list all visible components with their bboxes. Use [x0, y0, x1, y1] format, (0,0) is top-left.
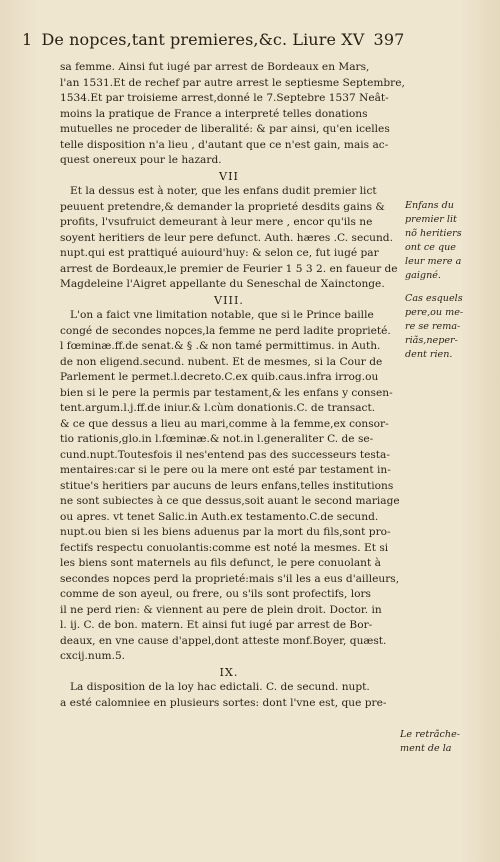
text-line: & ce que dessus a lieu au mari,comme à la femme,ex consor-: [60, 417, 389, 430]
text-line: Parlement le permet.l.decreto.C.ex quib.caus.infra irrog.ou: [60, 371, 379, 383]
text-line: stitue's heritiers par aucuns de leurs enfans,telles institutions: [60, 479, 394, 492]
margin-note-line: Enfans du: [405, 200, 454, 211]
section-heading-viii: VIII.: [214, 293, 244, 307]
margin-note-retranchement: [400, 728, 460, 756]
margin-note-line: premier lit: [405, 214, 457, 225]
margin-note-line: riãs,neper-: [405, 335, 458, 346]
margin-note-cas: [405, 292, 463, 362]
margin-note-line: nõ heritiers: [405, 228, 462, 239]
margin-note-line: re se rema-: [405, 321, 461, 332]
margin-note-line: Le retrãche-: [400, 729, 460, 740]
text-line: telle disposition n'a lieu , d'autant que ce n'est gain, mais ac-: [60, 138, 389, 151]
text-line: a esté calomniee en plusieurs sortes: dont l'vne est, que pre-: [60, 696, 387, 709]
section-heading-ix: IX.: [219, 665, 239, 679]
margin-note-line: gaigné.: [405, 270, 441, 281]
margin-note-line: Cas esquels: [405, 293, 463, 304]
text-line: nupt.ou bien si les biens aduenus par la mort du fils,sont pro-: [60, 526, 391, 538]
running-header: [22, 30, 474, 49]
text-line: Magdeleine l'Aigret appellante du Seneschal de Xainctonge.: [60, 278, 385, 290]
text-line: sa femme. Ainsi fut iugé par arrest de Bordeaux en Mars,: [60, 61, 370, 73]
margin-note-line: dent rien.: [405, 349, 453, 360]
text-line: profits, l'vsufruict demeurant à leur mere , encor qu'ils ne: [60, 216, 373, 228]
text-line: fectifs respectu conuolantis:comme est noté la mesmes. Et si: [60, 541, 389, 554]
page-number: 397: [373, 30, 405, 49]
text-line: arrest de Bordeaux,le premier de Feurier 1 5 3 2. en faueur de: [60, 262, 398, 275]
text-line: moins la pratique de France a interpreté telles donations: [60, 107, 368, 120]
text-line: 1534.Et par troisieme arrest,donné le 7.Septebre 1537 Neât-: [60, 92, 389, 104]
text-line: congé de secondes nopces,la femme ne perd ladite proprieté.: [60, 324, 391, 337]
text-line: mutuelles ne proceder de liberalité: & par ainsi, qu'en icelles: [60, 123, 390, 135]
text-line: tent.argum.l.j.ff.de iniur.& l.cùm donationis.C. de transact.: [60, 402, 376, 414]
margin-note-line: ont ce que: [405, 242, 456, 253]
text-line: nupt.qui est prattiqué auiourd'huy: & selon ce, fut iugé par: [60, 247, 379, 259]
text-line: l. ij. C. de bon. matern. Et ainsi fut iugé par arrest de Bor-: [60, 619, 373, 631]
text-line: secondes nopces perd la proprieté:mais s'il les a eus d'ailleurs,: [60, 572, 400, 585]
margin-note-enfans: [405, 199, 462, 283]
text-line: La disposition de la loy hac edictali. C. de secund. nupt.: [70, 681, 370, 693]
text-line: tio rationis,glo.in l.fœminæ.& not.in l.generaliter C. de se-: [60, 433, 374, 445]
text-line: cxcij.num.5.: [60, 650, 126, 662]
text-line: L'on a faict vne limitation notable, que si le Prince baille: [70, 309, 374, 321]
margin-note-line: leur mere a: [405, 256, 462, 267]
text-line: l'an 1531.Et de rechef par autre arrest le septiesme Septembre,: [60, 76, 405, 89]
text-line: ne sont subiectes à ce que dessus,soit auant le second mariage: [60, 495, 400, 507]
text-line: soyent heritiers de leur pere defunct. Auth. hæres .C. secund.: [60, 231, 393, 244]
text-line: quest onereux pour le hazard.: [60, 154, 222, 166]
text-line: l fœminæ.ff.de senat.& § .& non tamé permittimus. in Auth.: [60, 340, 381, 352]
text-line: bien si le pere la permis par testament,& les enfans y consen-: [60, 386, 393, 399]
text-line: mentaires:car si le pere ou la mere ont esté par testament in-: [60, 464, 391, 476]
header-number: 1: [22, 30, 33, 49]
margin-note-line: pere,ou me-: [405, 307, 464, 318]
text-line: cund.nupt.Toutesfois il nes'entend pas des successeurs testa-: [60, 448, 390, 461]
section-heading-vii: VII: [219, 169, 239, 183]
text-line: il ne perd rien: & viennent au pere de plein droit. Doctor. in: [60, 603, 382, 616]
text-line: deaux, en vne cause d'appel,dont atteste monf.Boyer, quæst.: [60, 634, 387, 647]
text-line: Et la dessus est à noter, que les enfans dudit premier lict: [70, 185, 377, 197]
text-line: les biens sont maternels au fils defunct, le pere conuolant à: [60, 557, 381, 569]
main-text-column: [60, 60, 405, 711]
text-line: de non eligend.secund. nubent. Et de mesmes, si la Cour de: [60, 355, 383, 368]
text-line: comme de son ayeul, ou frere, ou s'ils sont profectifs, lors: [60, 588, 371, 600]
margin-note-line: ment de la: [400, 743, 452, 754]
header-title: De nopces,tant premieres,&c. Liure XV: [41, 30, 365, 49]
text-line: peuuent pretendre,& demander la proprieté desdits gains &: [60, 200, 385, 213]
text-line: ou apres. vt tenet Salic.in Auth.ex testamento.C.de secund.: [60, 510, 379, 523]
